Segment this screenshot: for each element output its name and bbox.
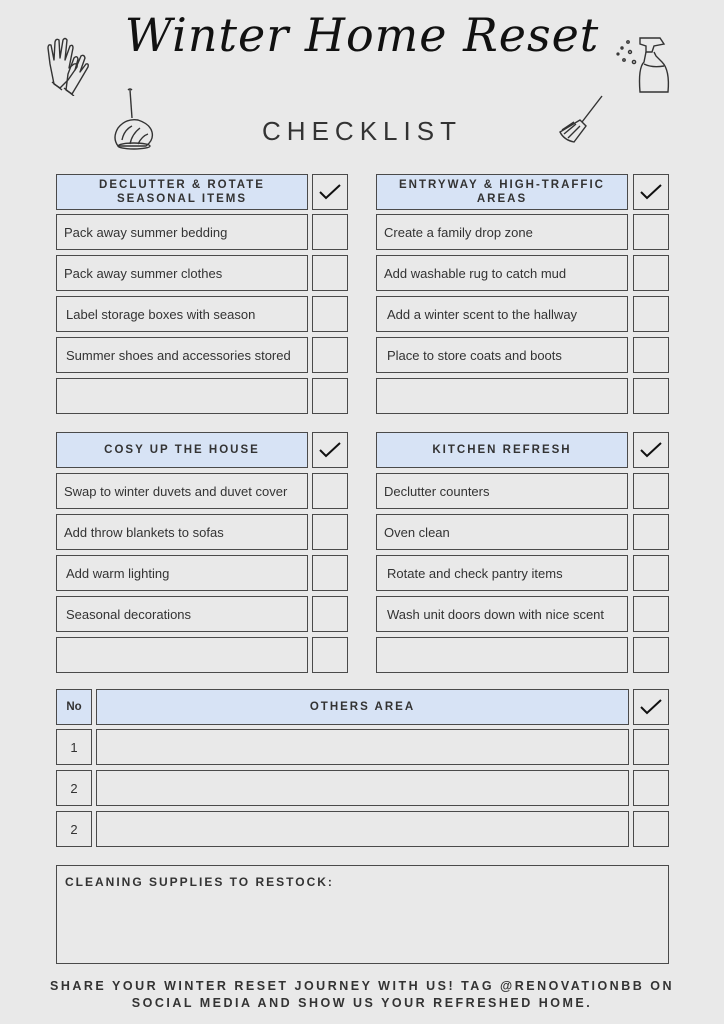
others-row[interactable] — [96, 729, 629, 765]
list-item: Rotate and check pantry items — [376, 555, 628, 591]
section-header-checkbox[interactable] — [633, 689, 669, 725]
list-item[interactable] — [56, 637, 308, 673]
page-title: Winter Home Reset — [124, 8, 600, 62]
item-checkbox[interactable] — [312, 296, 348, 332]
list-item: Add throw blankets to sofas — [56, 514, 308, 550]
item-checkbox[interactable] — [633, 473, 669, 509]
section-header-declutter: DECLUTTER & ROTATE SEASONAL ITEMS — [56, 174, 308, 210]
section-header-entryway: ENTRYWAY & HIGH-TRAFFIC AREAS — [376, 174, 628, 210]
checkmark-icon — [319, 442, 341, 458]
others-no-header: No — [56, 689, 92, 725]
list-item: Pack away summer clothes — [56, 255, 308, 291]
restock-label: CLEANING SUPPLIES TO RESTOCK: — [65, 875, 334, 889]
list-item: Add washable rug to catch mud — [376, 255, 628, 291]
footer-text: SHARE YOUR WINTER RESET JOURNEY WITH US! TAG @RENOVATIONBB ON SOCIAL MEDIA AND SHOW US YOUR REFRESHED HOME. — [50, 979, 674, 1010]
section-header-checkbox[interactable] — [312, 174, 348, 210]
item-checkbox[interactable] — [633, 378, 669, 414]
gloves-icon — [44, 34, 94, 96]
item-checkbox[interactable] — [633, 637, 669, 673]
checkmark-icon — [640, 184, 662, 200]
plunger-icon — [108, 88, 158, 150]
item-checkbox[interactable] — [633, 296, 669, 332]
item-checkbox[interactable] — [633, 514, 669, 550]
section-header-kitchen: KITCHEN REFRESH — [376, 432, 628, 468]
item-checkbox[interactable] — [633, 555, 669, 591]
list-item: Swap to winter duvets and duvet cover — [56, 473, 308, 509]
item-checkbox[interactable] — [312, 555, 348, 591]
list-item: Label storage boxes with season — [56, 296, 308, 332]
item-checkbox[interactable] — [312, 337, 348, 373]
section-header-checkbox[interactable] — [312, 432, 348, 468]
section-header-cosy: COSY UP THE HOUSE — [56, 432, 308, 468]
checkmark-icon — [640, 699, 662, 715]
section-header-checkbox[interactable] — [633, 174, 669, 210]
item-checkbox[interactable] — [633, 770, 669, 806]
others-area-header: OTHERS AREA — [96, 689, 629, 725]
others-row[interactable] — [96, 811, 629, 847]
item-checkbox[interactable] — [312, 473, 348, 509]
restock-box[interactable] — [56, 865, 669, 964]
list-item: Pack away summer bedding — [56, 214, 308, 250]
list-item: Seasonal decorations — [56, 596, 308, 632]
item-checkbox[interactable] — [312, 637, 348, 673]
page-subtitle: CHECKLIST — [262, 116, 462, 146]
item-checkbox[interactable] — [633, 729, 669, 765]
list-item[interactable] — [376, 637, 628, 673]
item-checkbox[interactable] — [312, 378, 348, 414]
item-checkbox[interactable] — [633, 596, 669, 632]
item-checkbox[interactable] — [633, 214, 669, 250]
broom-icon — [554, 92, 606, 146]
list-item: Add a winter scent to the hallway — [376, 296, 628, 332]
list-item: Place to store coats and boots — [376, 337, 628, 373]
item-checkbox[interactable] — [633, 337, 669, 373]
list-item: Wash unit doors down with nice scent — [376, 596, 628, 632]
list-item[interactable] — [56, 378, 308, 414]
row-number: 2 — [56, 811, 92, 847]
list-item: Create a family drop zone — [376, 214, 628, 250]
item-checkbox[interactable] — [633, 255, 669, 291]
list-item: Add warm lighting — [56, 555, 308, 591]
section-header-checkbox[interactable] — [633, 432, 669, 468]
item-checkbox[interactable] — [312, 596, 348, 632]
checkmark-icon — [640, 442, 662, 458]
others-row[interactable] — [96, 770, 629, 806]
list-item[interactable] — [376, 378, 628, 414]
row-number: 2 — [56, 770, 92, 806]
checkmark-icon — [319, 184, 341, 200]
spray-bottle-icon — [612, 34, 678, 96]
item-checkbox[interactable] — [633, 811, 669, 847]
item-checkbox[interactable] — [312, 214, 348, 250]
list-item: Oven clean — [376, 514, 628, 550]
item-checkbox[interactable] — [312, 514, 348, 550]
list-item: Declutter counters — [376, 473, 628, 509]
list-item: Summer shoes and accessories stored — [56, 337, 308, 373]
row-number: 1 — [56, 729, 92, 765]
item-checkbox[interactable] — [312, 255, 348, 291]
